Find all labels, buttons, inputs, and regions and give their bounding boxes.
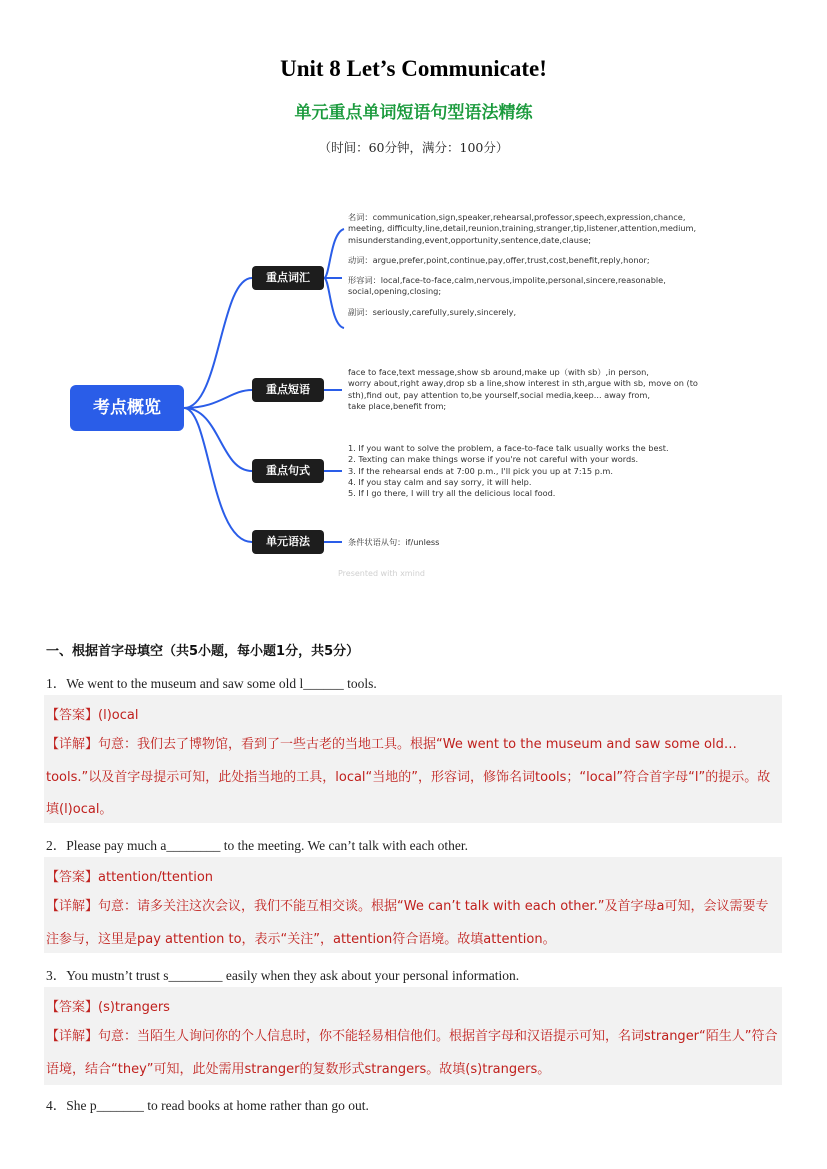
- page-title: Unit 8 Let’s Communicate!: [280, 56, 547, 81]
- branch-line-grammar: [184, 408, 252, 542]
- node-sentence: 重点句式: [252, 459, 324, 483]
- vocab-line: 名词：communication,sign,speaker,rehearsal,professor,speech,expression,chance,: [348, 212, 686, 222]
- detail-3: [46, 1021, 780, 1086]
- section-title: 一、根据首字母填空（共5小题，每小题1分，共5分）: [46, 644, 360, 659]
- sentence-line: 5. If I go there, I will try all the delicious local food.: [348, 488, 556, 499]
- mindmap: [60, 195, 720, 590]
- detail-1: [46, 729, 780, 827]
- sentence-line: 1. If you want to solve the problem, a face-to-face talk usually works the best.: [348, 443, 669, 453]
- mindmap-root: 考点概览: [70, 385, 184, 431]
- answer-2: [46, 866, 213, 885]
- question-1: 1．We went to the museum and saw some old l______ tools.: [46, 676, 377, 691]
- detail-text: 句意：当陌生人询问你的个人信息时，你不能轻易相信他们。根据首字母和汉语提示可知，名词stranger“陌生人”符合语境，结合“they”可知，此处需用stranger的复数形式strangers。故填(s)trangers。: [46, 1029, 778, 1077]
- phrase-line: take place,benefit from;: [348, 400, 447, 411]
- grammar-text: 条件状语从句：if/unless: [348, 537, 440, 547]
- answer-value: (l)ocal: [98, 708, 139, 723]
- answer-1: [46, 704, 138, 723]
- vocab-line: 形容词：local,face-to-face,calm,nervous,impolite,personal,sincere,reasonable,: [348, 275, 666, 286]
- phrase-line: sth),find out, pay attention to,be yourself,social media,keep... away from,: [348, 389, 650, 400]
- branch-line-vocab: [184, 278, 252, 408]
- phrase-text: [348, 367, 698, 412]
- node-vocab: 重点词汇: [252, 266, 324, 290]
- phrase-line: face to face,text message,show sb around,make up（with sb）,in person,: [348, 367, 649, 377]
- detail-tag: 【详解】: [46, 1029, 99, 1044]
- answer-tag: 【答案】: [46, 708, 99, 723]
- xmind-watermark: Presented with xmind: [338, 569, 425, 578]
- detail-text: 句意：我们去了博物馆，看到了一些古老的当地工具。根据“We went to the museum and saw some old…tools.”以及首字母提示可知，此处指当地的工具，local“当地的”，形容词，修饰名词tools；“local”符合首字母“l”的提示。故填(l)ocal。: [46, 737, 771, 817]
- detail-tag: 【详解】: [46, 899, 99, 914]
- vocab-text: [348, 212, 696, 318]
- answer-3: [46, 996, 170, 1015]
- vocab-line: meeting, difficulty,line,detail,reunion,training,stranger,tip,listener,attention,medium,: [348, 223, 697, 234]
- vocab-line: social,opening,closing;: [348, 286, 442, 297]
- answer-value: attention/ttention: [98, 870, 214, 885]
- detail-2: [46, 891, 780, 956]
- question-3: 3．You mustn’t trust s________ easily when they ask about your personal information.: [46, 968, 520, 983]
- detail-tag: 【详解】: [46, 737, 99, 752]
- time-info: （时间：60分钟，满分：100分）: [318, 140, 509, 155]
- sentence-line: 4. If you stay calm and say sorry, it will help.: [348, 476, 532, 487]
- node-phrase: 重点短语: [252, 378, 324, 402]
- vocab-line: 副词：seriously,carefully,surely,sincerely,: [348, 306, 517, 317]
- vocab-line: 动词：argue,prefer,point,continue,pay,offer,trust,cost,benefit,reply,honor;: [348, 254, 650, 265]
- branch-line-phrase: [184, 390, 252, 408]
- answer-tag: 【答案】: [46, 1000, 99, 1015]
- sentence-line: 3. If the rehearsal ends at 7:00 p.m., I'll pick you up at 7:15 p.m.: [348, 465, 614, 476]
- sentence-text: [348, 443, 669, 499]
- vocab-line: misunderstanding,event,opportunity,sentence,date,clause;: [348, 234, 592, 245]
- question-4: 4．She p_______ to read books at home rather than go out.: [46, 1098, 369, 1113]
- answer-value: (s)trangers: [98, 1000, 170, 1015]
- page-subtitle: 单元重点单词短语句型语法精练: [294, 103, 533, 123]
- answer-tag: 【答案】: [46, 870, 99, 885]
- phrase-line: worry about,right away,drop sb a line,show interest in sth,argue with sb, move on (to: [348, 378, 698, 389]
- question-2: 2．Please pay much a________ to the meeting. We can’t talk with each other.: [46, 838, 469, 853]
- node-grammar: 单元语法: [252, 530, 324, 554]
- detail-text: 句意：请多关注这次会议，我们不能互相交谈。根据“We can’t talk with each other.”及首字母a可知，会议需要专注参与，这里是pay attention to，表示“关注”，attention符合语境。故填attention。: [46, 899, 769, 947]
- sentence-line: 2. Texting can make things worse if you're not careful with your words.: [348, 454, 639, 465]
